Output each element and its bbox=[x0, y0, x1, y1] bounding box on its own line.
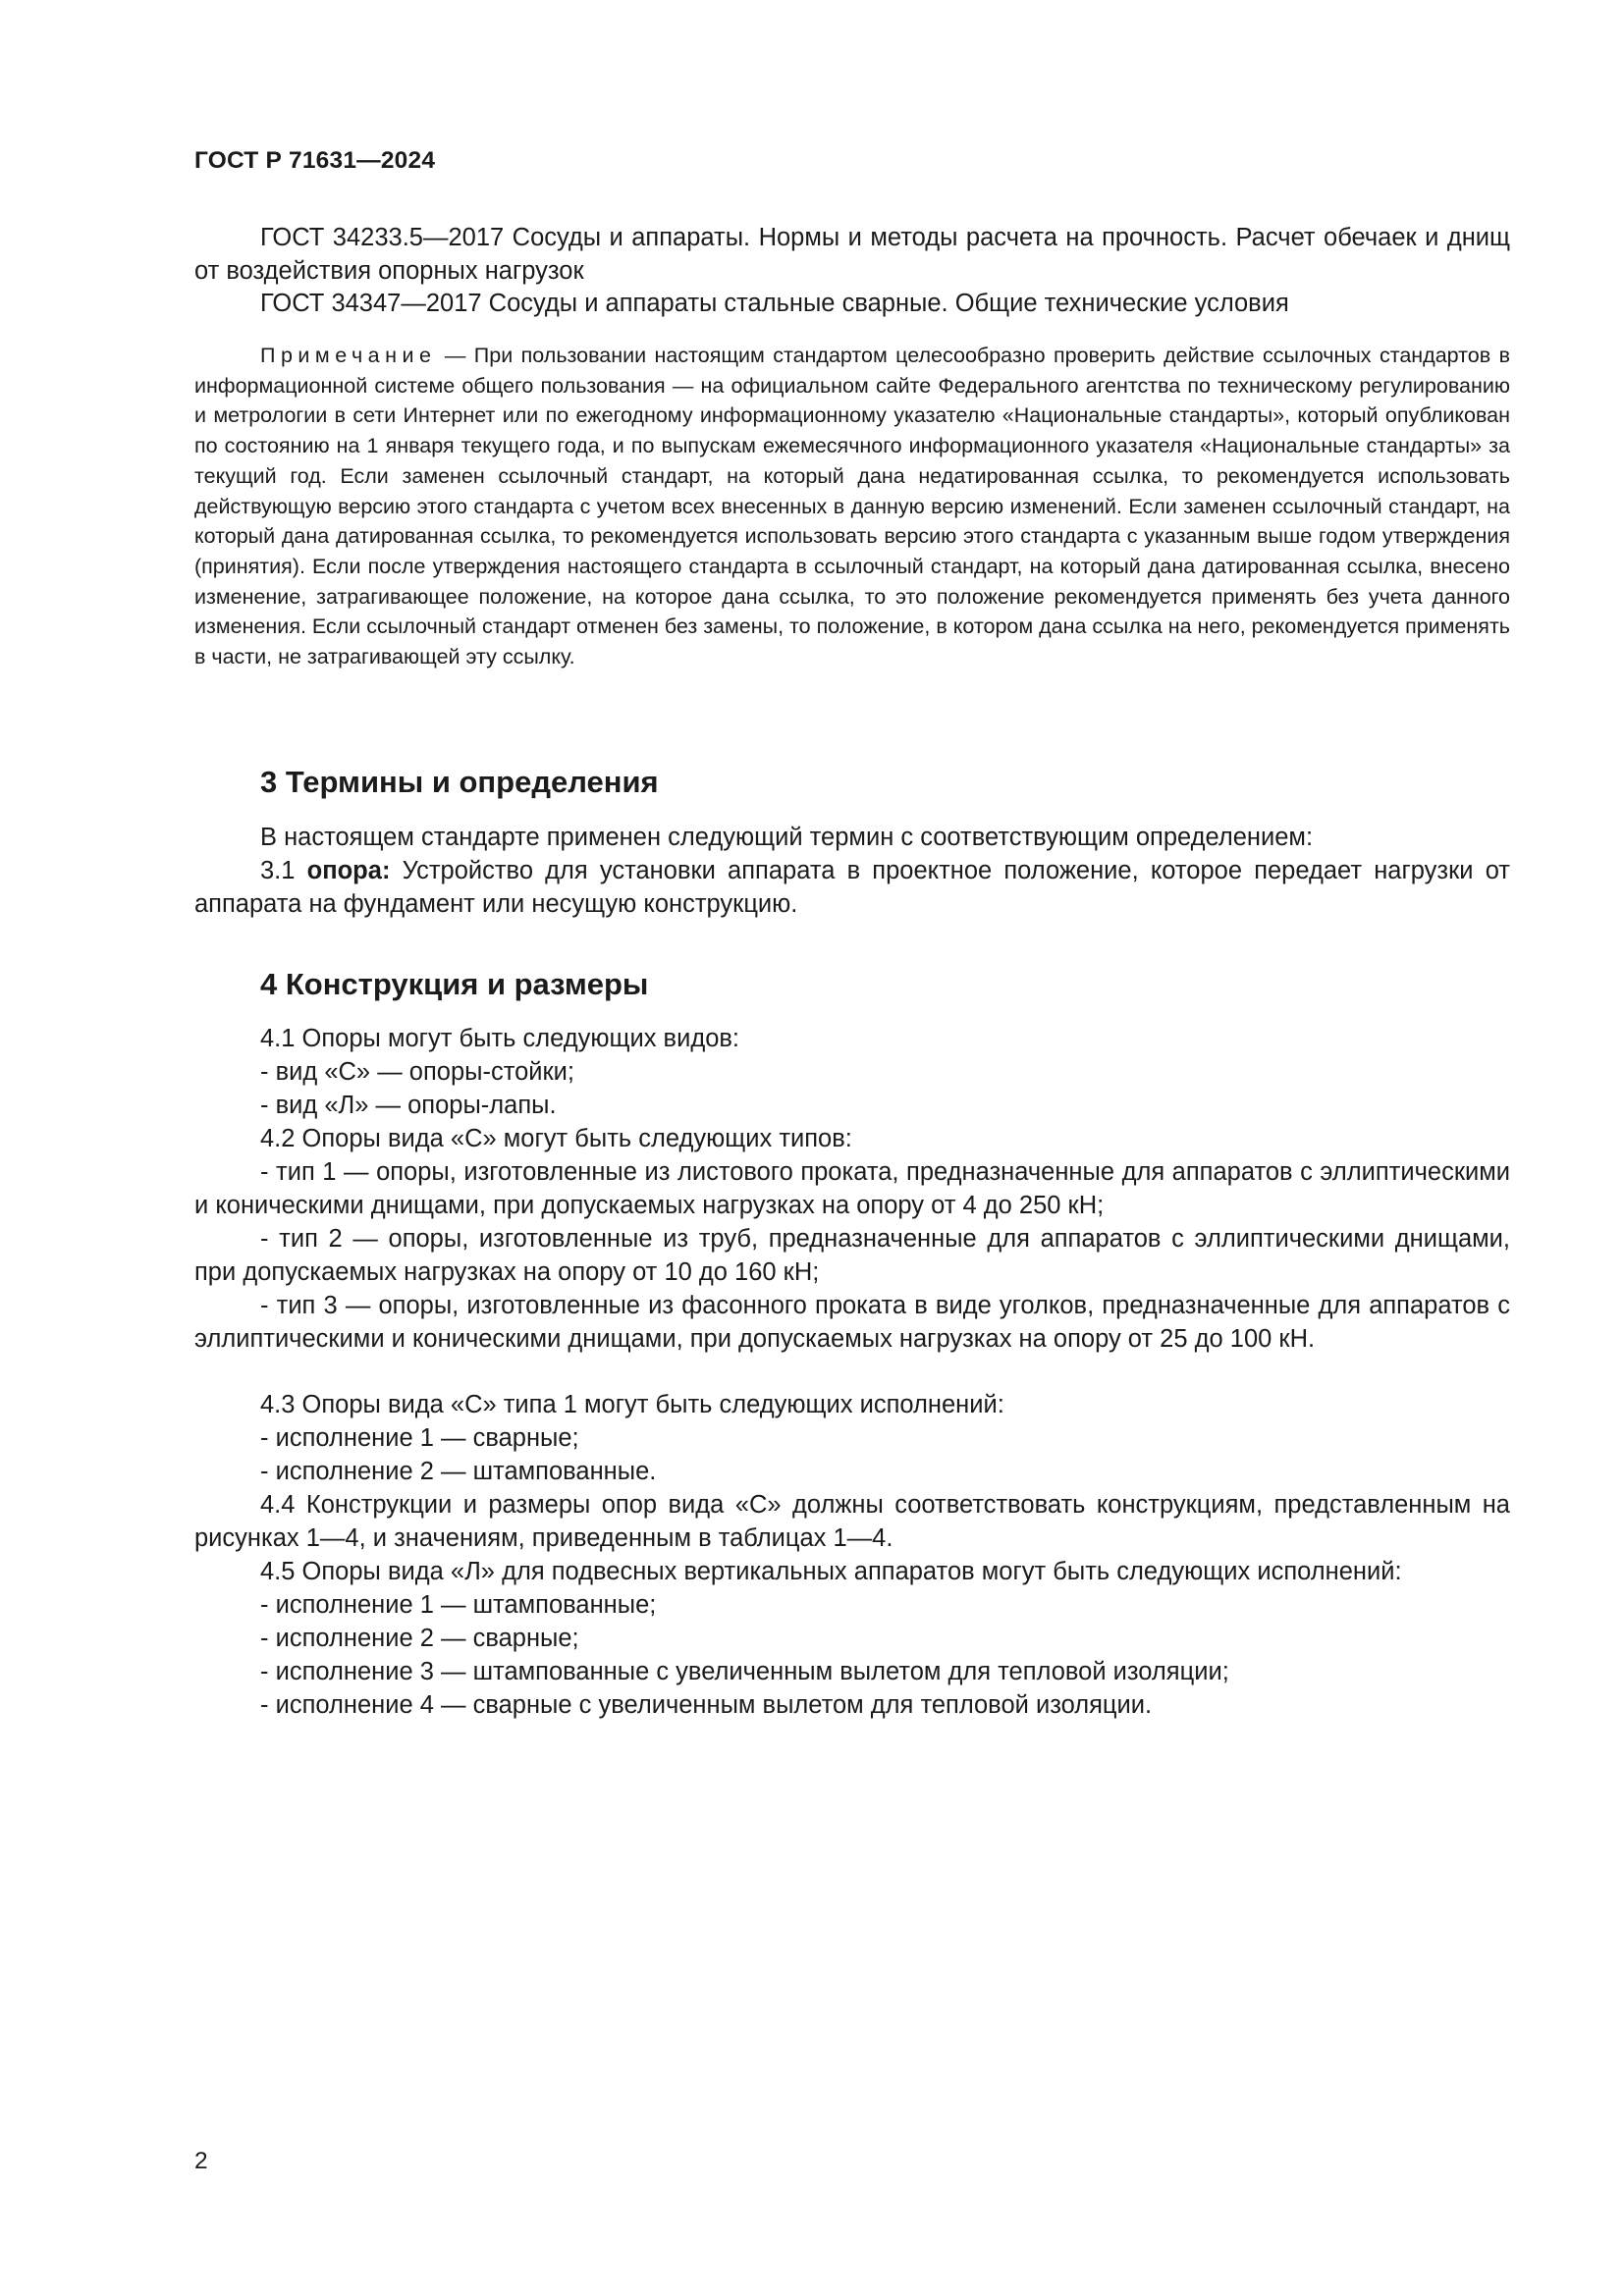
section-4-paragraph: 4.5 Опоры вида «Л» для подвесных вертикальных аппаратов могут быть следующих исполнений: bbox=[260, 1558, 1402, 1585]
section-3-heading: 3 Термины и определения bbox=[260, 765, 659, 799]
note-text: — При пользовании настоящим стандартом целесообразно проверить действие ссылочных стандартов в информационной системе общего пользования — на официальном сайте Федерального агентства по техническому регулированию и метрологии в сети Интернет или по ежегодному информационному указателю «Национальные стандарты», который опубликован по состоянию на 1 января текущего года, и по выпускам ежемесячного информационного указателя «Национальные стандарты» за текущий год. Если заменен ссылочный стандарт, на который дана недатированная ссылка, то рекомендуется использовать действующую версию этого стандарта с учетом всех внесенных в данную версию изменений. Если заменен ссылочный стандарт, на который дана датированная ссылка, то рекомендуется использовать версию этого стандарта с указанным выше годом утверждения (принятия). Если после утверждения настоящего стандарта в ссылочный стандарт, на который дана датированная ссылка, внесено изменение, затрагивающее положение, на которое дана ссылка, то это положение рекомендуется применять без учета данного изменения. Если ссылочный стандарт отменен без замены, то положение, в котором дана ссылка на него, рекомендуется применять в части, не затрагивающей эту ссылку. bbox=[194, 344, 1510, 669]
document-header: ГОСТ Р 71631—2024 bbox=[194, 147, 436, 174]
page-number: 2 bbox=[194, 2148, 208, 2174]
section-4-list-item: - исполнение 3 — штампованные с увеличенным вылетом для тепловой изоляции; bbox=[260, 1658, 1229, 1685]
section-4-list-item: - исполнение 4 — сварные с увеличенным вылетом для тепловой изоляции. bbox=[260, 1691, 1153, 1719]
section-4-list-item: - тип 2 — опоры, изготовленные из труб, предназначенные для аппаратов с эллиптическими днищами, при допускаемых нагрузках на опору от 10 до 160 кН; bbox=[194, 1225, 1510, 1286]
term-word: опора: bbox=[306, 857, 391, 884]
reference-item: ГОСТ 34347—2017 Сосуды и аппараты стальные сварные. Общие технические условия bbox=[260, 290, 1289, 317]
term-number: 3.1 bbox=[260, 857, 307, 884]
section-4-list-item: - исполнение 1 — сварные; bbox=[260, 1424, 579, 1452]
section-4-heading: 4 Конструкция и размеры bbox=[260, 967, 649, 1001]
section-4-paragraph: 4.3 Опоры вида «С» типа 1 могут быть следующих исполнений: bbox=[260, 1391, 1004, 1418]
section-4-list-item: - исполнение 1 — штампованные; bbox=[260, 1591, 657, 1619]
section-4-list-item: - вид «С» — опоры-стойки; bbox=[260, 1058, 575, 1086]
note-label: Примечание bbox=[260, 344, 437, 367]
term-definition bbox=[194, 855, 1510, 921]
term-definition-text: Устройство для установки аппарата в проектное положение, которое передает нагрузки от аппарата на фундамент или несущую конструкцию. bbox=[194, 857, 1510, 918]
section-4-paragraph: 4.2 Опоры вида «С» могут быть следующих типов: bbox=[260, 1125, 852, 1152]
section-4-list-item: - исполнение 2 — сварные; bbox=[260, 1625, 579, 1652]
section-4-list-item: - тип 3 — опоры, изготовленные из фасонного проката в виде уголков, предназначенные для аппаратов с эллиптическими и коническими днищами, при допускаемых нагрузках на опору от 25 до 100 кН. bbox=[194, 1292, 1510, 1353]
section-4-paragraph: 4.1 Опоры могут быть следующих видов: bbox=[260, 1025, 740, 1052]
section-4-paragraph: 4.4 Конструкции и размеры опор вида «С» должны соответствовать конструкциям, представленным на рисунках 1—4, и значениям, приведенным в таблицах 1—4. bbox=[194, 1491, 1510, 1552]
section-4-list-item: - исполнение 2 — штампованные. bbox=[260, 1458, 657, 1485]
section-4-list-item: - вид «Л» — опоры-лапы. bbox=[260, 1092, 557, 1119]
section-4-list-item: - тип 1 — опоры, изготовленные из листового проката, предназначенные для аппаратов с эллиптическими и коническими днищами, при допускаемых нагрузках на опору от 4 до 250 кН; bbox=[194, 1158, 1510, 1219]
section-3-intro: В настоящем стандарте применен следующий термин с соответствующим определением: bbox=[260, 824, 1314, 851]
note-paragraph bbox=[194, 341, 1510, 672]
reference-item: ГОСТ 34233.5—2017 Сосуды и аппараты. Нормы и методы расчета на прочность. Расчет обечаек и днищ от воздействия опорных нагрузок bbox=[194, 224, 1510, 285]
